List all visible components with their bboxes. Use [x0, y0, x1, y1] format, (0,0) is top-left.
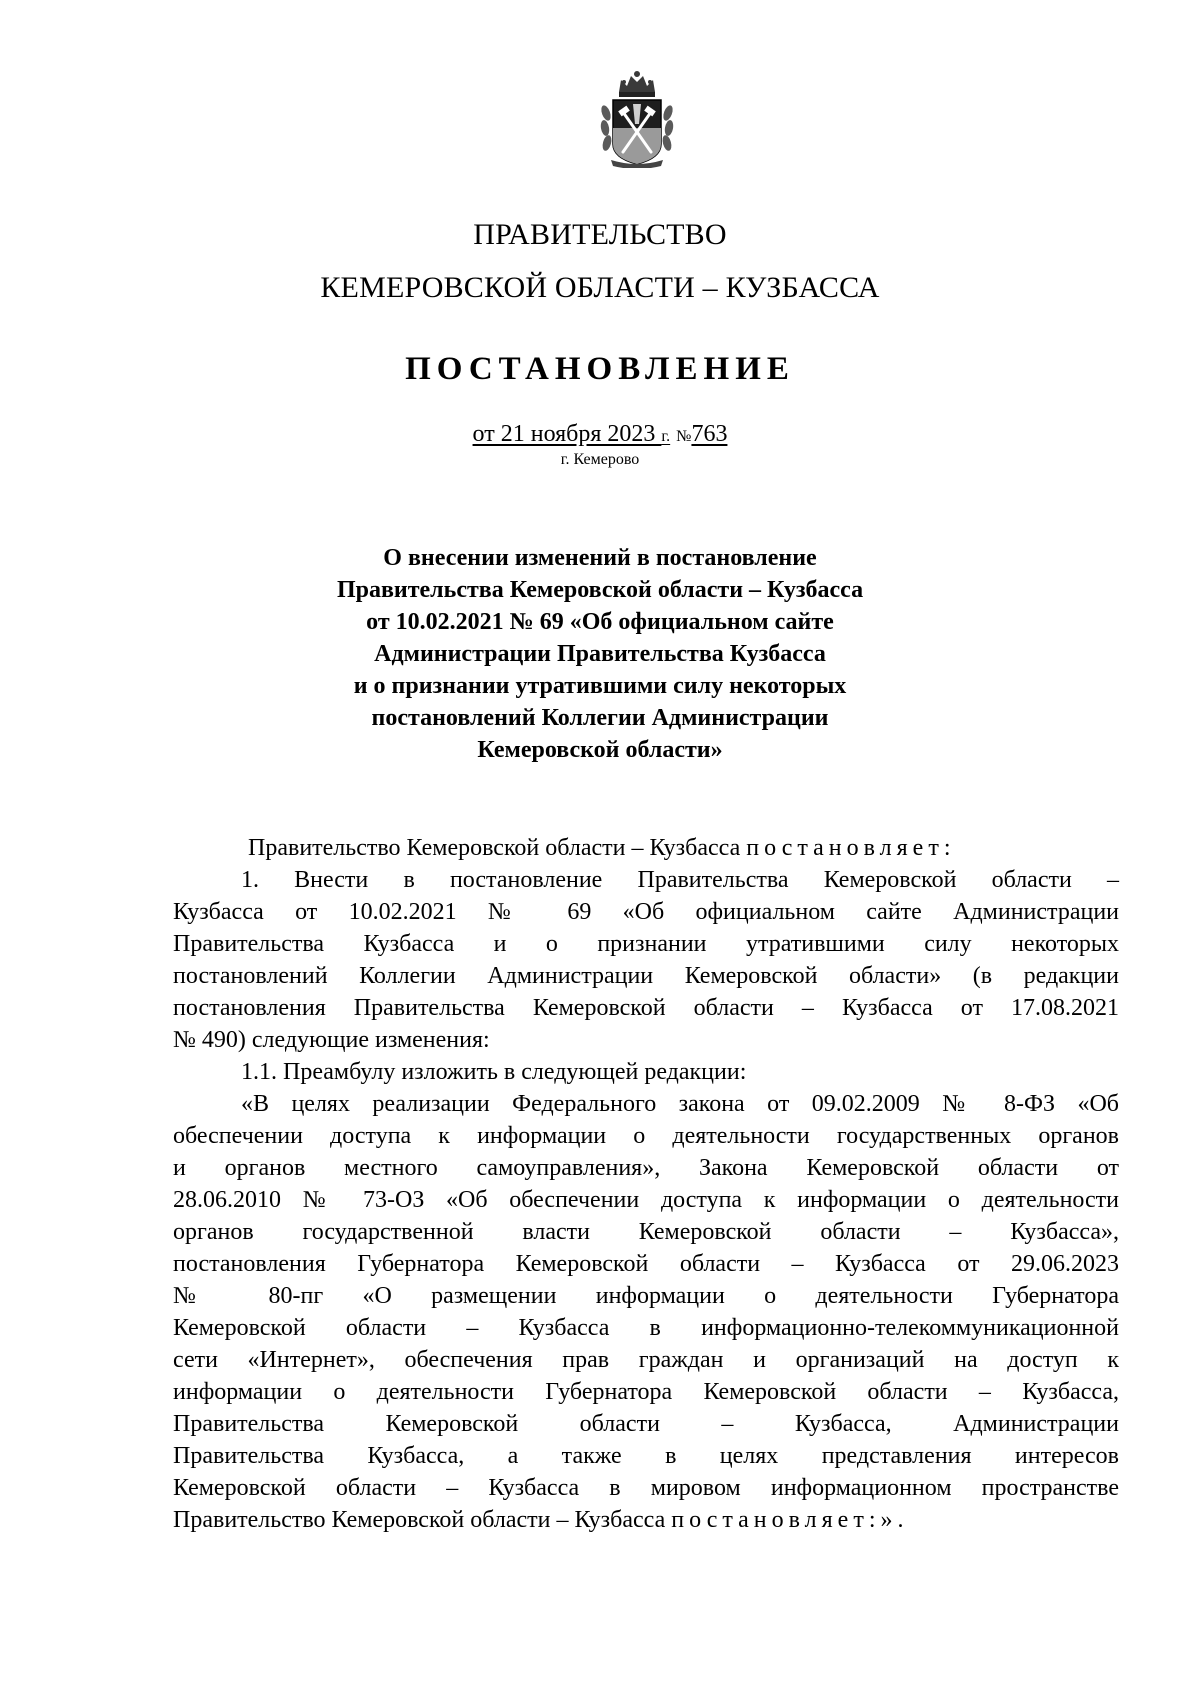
document-subject — [0, 542, 1200, 766]
quote-line: сети «Интернет», обеспечения прав граждан и организаций на доступ к — [173, 1347, 1119, 1373]
quote-last-spaced-verb: постановляет:». — [671, 1507, 909, 1533]
document-date: от 21 ноября 2023 — [472, 421, 662, 447]
city-name: г. Кемерово — [560, 451, 640, 468]
quote-line: и органов местного самоуправления», Закона Кемеровской области от — [173, 1155, 1119, 1181]
intro-line — [173, 832, 1119, 864]
quote-last-text: Правительство Кемеровской области – Кузбасса — [173, 1507, 672, 1533]
subject-line: Администрации Правительства Кузбасса — [374, 641, 826, 667]
document-body — [173, 832, 1119, 1536]
subject-line: О внесении изменений в постановление — [383, 545, 817, 571]
paragraph-1-line: постановлений Коллегии Администрации Кемеровской области» (в редакции — [173, 963, 1119, 989]
quote-line: Правительства Кемеровской области – Кузбасса, Администрации — [173, 1411, 1119, 1437]
government-name-line2: КЕМЕРОВСКОЙ ОБЛАСТИ – КУЗБАССА — [320, 271, 880, 304]
paragraph-1-line: постановления Правительства Кемеровской области – Кузбасса от 17.08.2021 — [173, 995, 1119, 1021]
subject-line: Кемеровской области» — [477, 737, 723, 763]
paragraph-1-line: Правительства Кузбасса и о признании утратившими силу некоторых — [173, 931, 1119, 957]
document-number: 763 — [691, 421, 728, 447]
number-sign: № — [676, 428, 692, 445]
paragraph-1-1: 1.1. Преамбулу изложить в следующей редакции: — [241, 1059, 747, 1085]
quote-line: Правительства Кузбасса, а также в целях представления интересов — [173, 1443, 1119, 1469]
government-name-line1: ПРАВИТЕЛЬСТВО — [473, 218, 727, 251]
subject-line: и о признании утратившими силу некоторых — [353, 673, 847, 699]
subject-line: Правительства Кемеровской области – Кузбасса — [336, 577, 864, 603]
quote-line: Кемеровской области – Кузбасса в информационно-телекоммуникационной — [173, 1315, 1119, 1341]
subject-line: постановлений Коллегии Администрации — [371, 705, 829, 731]
intro-spaced-verb: постановляет: — [746, 835, 956, 861]
quote-last-line — [173, 1504, 1119, 1536]
date-number-line — [0, 420, 1200, 451]
quote-line: № 80-пг «О размещении информации о деятельности Губернатора — [173, 1283, 1119, 1309]
quote-line: постановления Губернатора Кемеровской области – Кузбасса от 29.06.2023 — [173, 1251, 1119, 1277]
quote-line: «В целях реализации Федерального закона от 09.02.2009 № 8-ФЗ «Об — [241, 1091, 1119, 1117]
quote-line: органов государственной власти Кемеровской области – Кузбасса», — [173, 1219, 1119, 1245]
coat-of-arms-emblem — [597, 68, 677, 168]
quote-line: информации о деятельности Губернатора Кемеровской области – Кузбасса, — [173, 1379, 1119, 1405]
document-type-title: ПОСТАНОВЛЕНИЕ — [405, 351, 795, 387]
quote-line: обеспечении доступа к информации о деятельности государственных органов — [173, 1123, 1119, 1149]
quote-line: Кемеровской области – Кузбасса в мировом информационном пространстве — [173, 1475, 1119, 1501]
year-suffix: г. — [661, 428, 671, 445]
paragraph-1-line: № 490) следующие изменения: — [173, 1027, 490, 1053]
paragraph-1-line: 1. Внести в постановление Правительства Кемеровской области – — [241, 867, 1119, 893]
paragraph-1-line: Кузбасса от 10.02.2021 № 69 «Об официальном сайте Администрации — [173, 899, 1119, 925]
kuzbass-coat-of-arms-icon — [597, 68, 677, 168]
subject-line: от 10.02.2021 № 69 «Об официальном сайте — [366, 609, 834, 635]
intro-text: Правительство Кемеровской области – Кузбасса — [248, 835, 747, 861]
quote-line: 28.06.2010 № 73-ОЗ «Об обеспечении доступа к информации о деятельности — [173, 1187, 1119, 1213]
